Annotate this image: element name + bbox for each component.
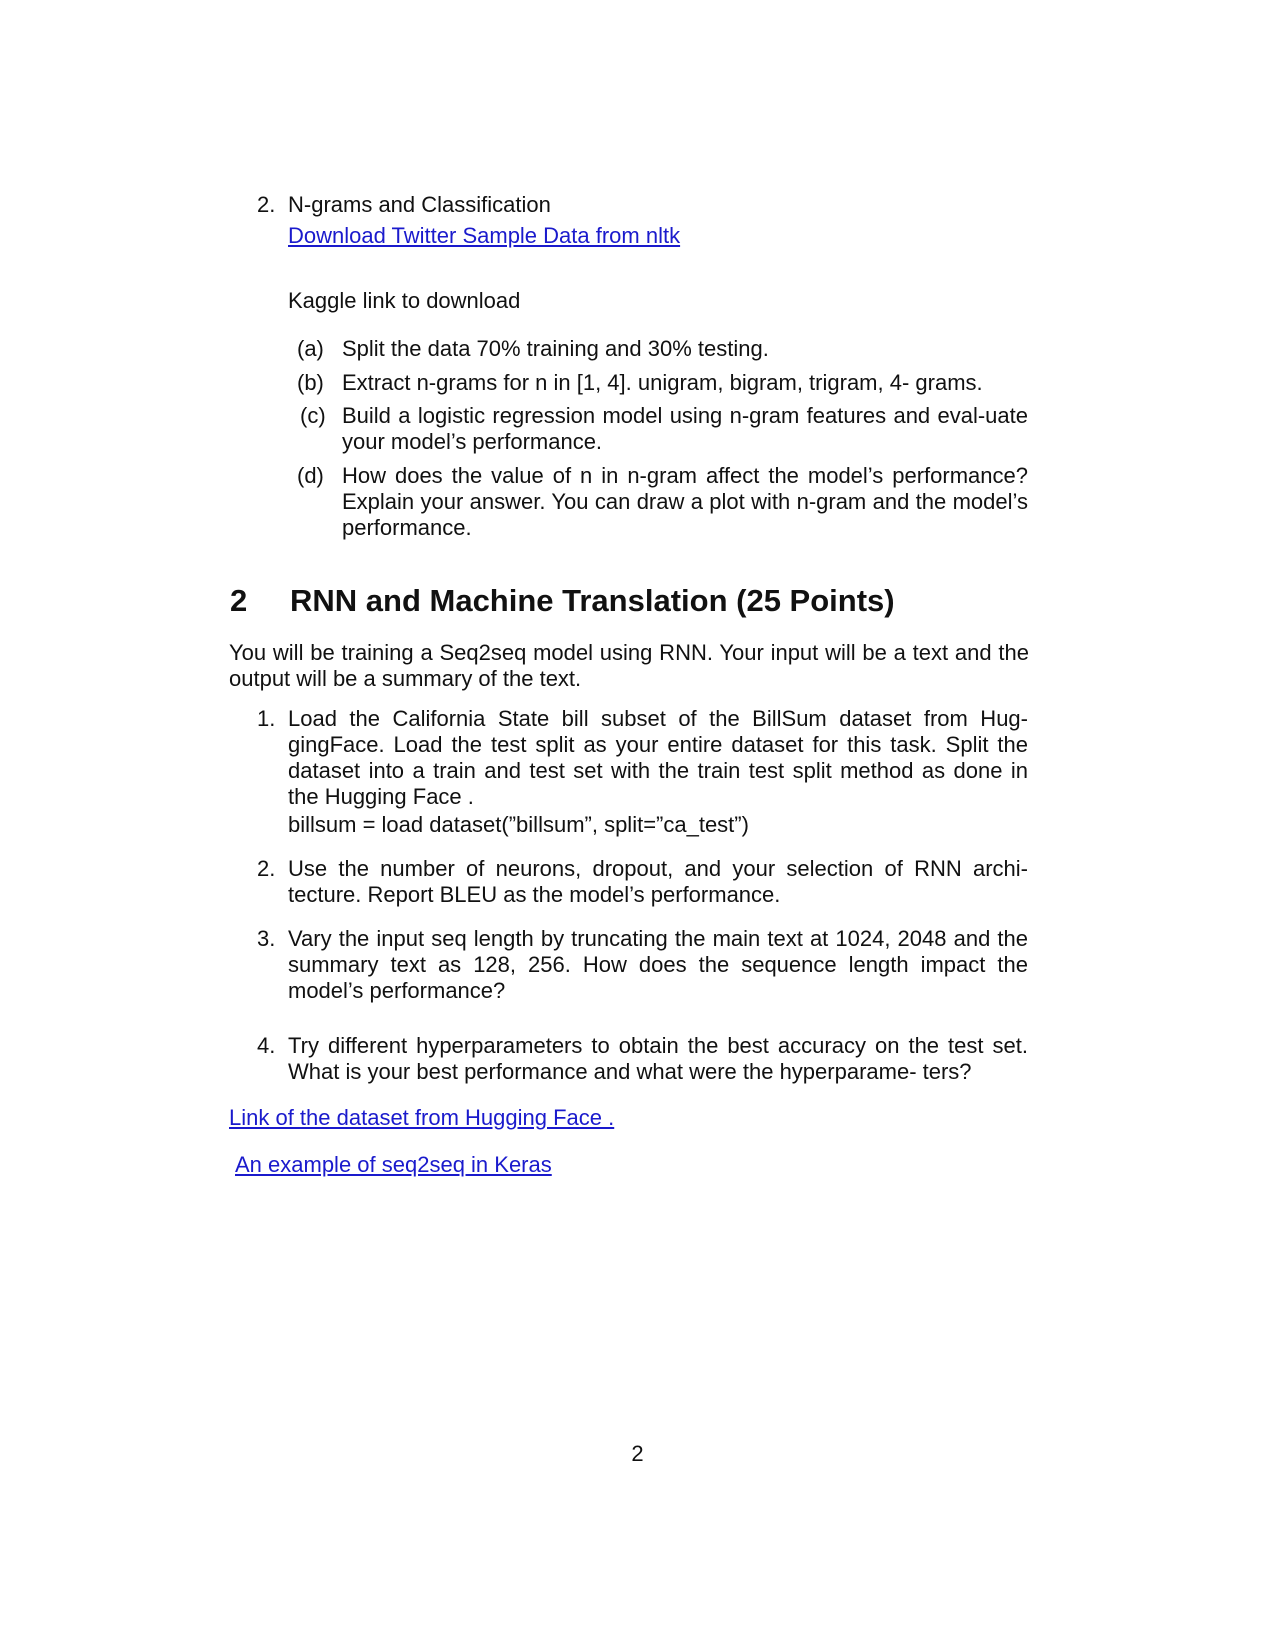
section-intro: You will be training a Seq2seq model using RNN. Your input will be a text and the output will be a summary of the text. xyxy=(229,640,1029,691)
item-text: Use the number of neurons, dropout, and your selection of RNN archi-tecture. Report BLEU as the model’s performance. xyxy=(288,856,1028,907)
item-text: Split the data 70% training and 30% testing. xyxy=(342,336,769,361)
kaggle-text: Kaggle link to download xyxy=(288,288,521,313)
item-text: Load the California State bill subset of the BillSum dataset from Hug-gingFace. Load the test split as your entire dataset for this task. Split the dataset into a train and test set with the train test split method as done in the Hugging Face . xyxy=(288,706,1028,809)
section-title: RNN and Machine Translation (25 Points) xyxy=(290,583,895,618)
ngrams-title: N-grams and Classification xyxy=(288,192,551,217)
item-text: Vary the input seq length by truncating the main text at 1024, 2048 and the summary text as 128, 256. How does the sequence length impact the model’s performance? xyxy=(288,926,1028,1003)
item-number: 3. xyxy=(257,926,276,951)
item-label: (a) xyxy=(297,336,324,361)
item-text: Try different hyperparameters to obtain the best accuracy on the test set. What is your best performance and what were the hyperparame- ters? xyxy=(288,1033,1028,1084)
item-label: (b) xyxy=(297,370,324,395)
item-label: (d) xyxy=(297,463,324,488)
code-line: billsum = load dataset(”billsum”, split=”ca_test”) xyxy=(288,812,749,837)
item-text: How does the value of n in n-gram affect the model’s performance? Explain your answer. You can draw a plot with n-gram and the model’s performance. xyxy=(342,463,1028,540)
item-number: 4. xyxy=(257,1033,276,1058)
dataset-link[interactable]: Link of the dataset from Hugging Face . xyxy=(229,1105,615,1130)
section-number: 2 xyxy=(230,583,248,618)
item-text: Build a logistic regression model using n-gram features and eval-uate your model’s performance. xyxy=(342,403,1028,454)
seq2seq-example-link[interactable]: An example of seq2seq in Keras xyxy=(235,1152,552,1177)
page-number: 2 xyxy=(631,1441,644,1466)
twitter-data-link[interactable]: Download Twitter Sample Data from nltk xyxy=(288,223,681,248)
item-number: 2. xyxy=(257,856,276,881)
item-label: (c) xyxy=(300,403,326,428)
ngrams-number: 2. xyxy=(257,192,276,217)
item-number: 1. xyxy=(257,706,276,731)
item-text: Extract n-grams for n in [1, 4]. unigram, bigram, trigram, 4- grams. xyxy=(342,370,983,395)
